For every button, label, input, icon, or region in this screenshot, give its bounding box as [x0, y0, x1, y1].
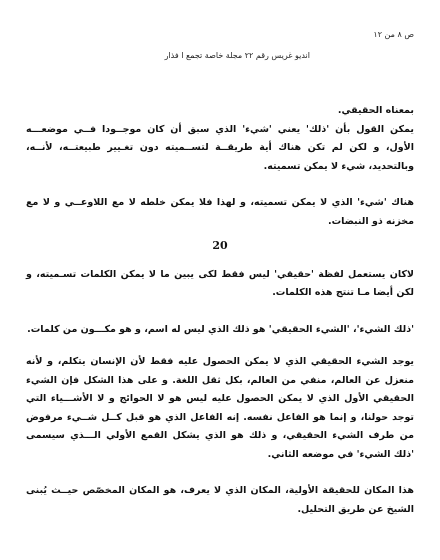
document-body — [26, 102, 414, 519]
section-number: 20 — [212, 239, 228, 252]
paragraph: يوجد الشيء الحقيقي الذي لا يمكن الحصول عليه فقط لأن الإنسان يتكلم، و لأنه منعزل عن العالم، منفي من العالم، بكل ثقل اللغة. و على هذا الشكل فإن الشيء الحقيقي الأول الذي لا يمكن الحصول عليه ليس هو لا الحوائج و لا الأشـــياء التي توجد حولنا، و إنما هو الفاعل نفسه. إنه الفاعل الذي هو قبل كــل شــيء مرفوض من طرف الشيء الحقيقي، و ذلك هو الذي يشكل القمع الأولي الـــذي سيسمى 'ذلك الشيء' في موضعه الثاني. — [26, 356, 414, 460]
paragraph: لاكان يستعمل لفظة 'حقيقي' ليس فقط لكى يبين ما لا يمكن الكلمات تسـميته، و لكن أيضا مـا تنتج هذه الكلمات. — [26, 268, 414, 298]
paragraph: هناك 'شيء' الذي لا يمكن تسميته، و لهذا فلا يمكن خلطه لا مع اللاوعــي و لا مع مخزنه ذو النبضات. — [26, 197, 414, 227]
paragraph: يمكن القول بأن 'ذلك' يعني 'شيء' الذي سبق أن كان موجــودا فــي موضعـــه الأول، و لكن لم تكن هناك أية طريقــة لتســميته دون تغـيير طبيعتــه، لأنــه، وبالتحديد، شيء لا يمكن تسميته. — [26, 123, 414, 172]
source-header: انديو غريس رقم ٢٢ مجلة خاصة تجمع ا فذار — [164, 51, 310, 60]
paragraph: هذا المكان للحقيقة الأولية، المكان الذي لا يعرف، هو المكان المخصّص حيــث يُبنى الشيخ عن طريق التحليل. — [26, 485, 414, 515]
paragraph: بمعناه الحقيقي. — [337, 105, 414, 116]
page-number-header: ص ٨ من ١٢ — [373, 30, 414, 39]
paragraph: 'ذلك الشيء'، 'الشيء الحقيقي' هو ذلك الذي ليس له اسم، و هو مكـــون من كلمات. — [27, 323, 414, 335]
